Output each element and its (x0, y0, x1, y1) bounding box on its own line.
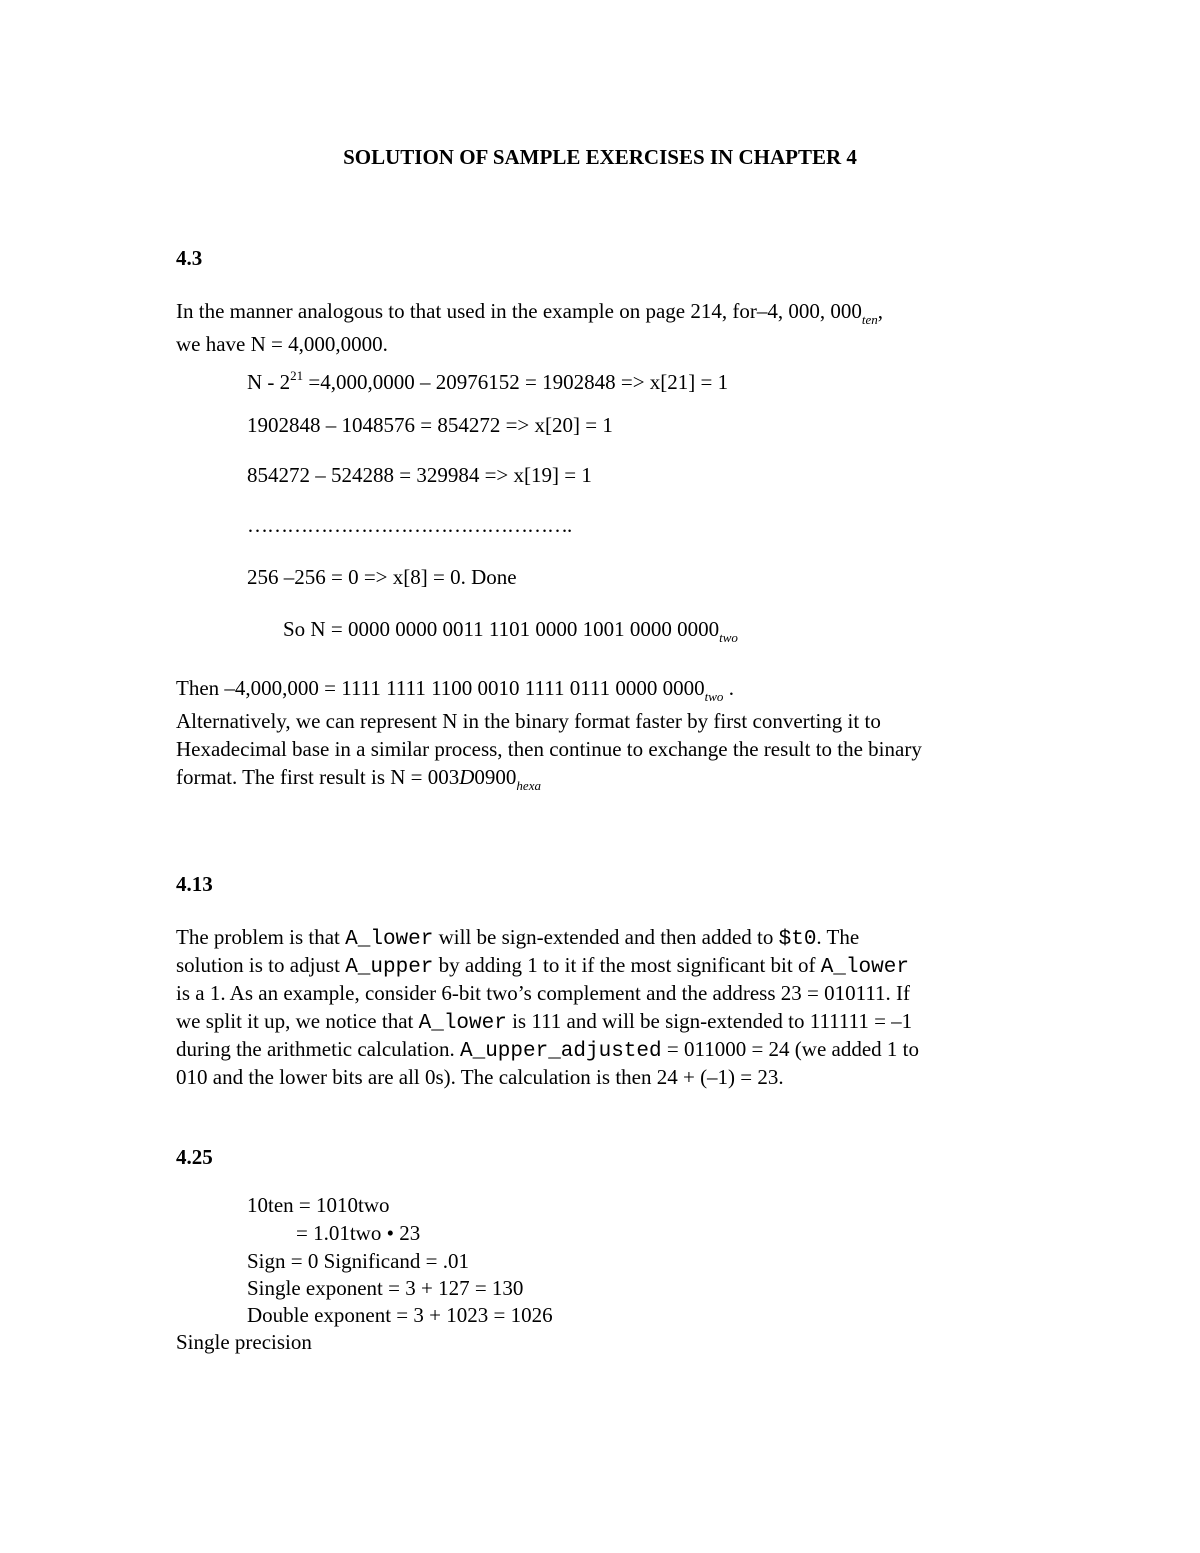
s413-l2-text-a: solution is to adjust (176, 953, 346, 977)
s413-line-2 (176, 951, 909, 982)
s413-l1-text-c: . The (816, 925, 860, 949)
s43-so-n-text: So N = 0000 0000 0011 1101 0000 1001 0000 0000 (283, 617, 720, 641)
s43-step-1-exponent: 21 (290, 368, 304, 383)
s43-alt-3-d: D (459, 765, 475, 789)
s43-step-1-rest: =4,000,0000 – 20976152 = 1902848 => x[21] = 1 (303, 370, 729, 394)
s43-step-1 (247, 362, 728, 396)
s413-l2-text-b: by adding 1 to it if the most significant bit of (433, 953, 821, 977)
s43-alt-3-rest: 0900 (474, 765, 517, 789)
s43-step-2: 1902848 – 1048576 = 854272 => x[20] = 1 (247, 413, 613, 437)
s425-line-4: Single exponent = 3 + 127 = 130 (247, 1276, 524, 1300)
s413-l4-text-a: we split it up, we notice that (176, 1009, 419, 1033)
s43-intro-text: In the manner analogous to that used in the example on page 214, for–4, 000, 000 (176, 299, 862, 323)
s425-line-5: Double exponent = 3 + 1023 = 1026 (247, 1303, 553, 1327)
s413-l1-code-t0: $t0 (778, 928, 817, 951)
s43-so-n (283, 615, 738, 652)
s43-alt-line-1: Alternatively, we can represent N in the binary format faster by first converting it to (176, 709, 881, 733)
s43-then-subscript: two (704, 689, 724, 704)
s425-line-1: 10ten = 1010two (247, 1193, 390, 1217)
s43-alt-line-2: Hexadecimal base in a similar process, then continue to exchange the result to the binary (176, 737, 922, 761)
page-title: SOLUTION OF SAMPLE EXERCISES IN CHAPTER 4 (343, 145, 857, 169)
s43-so-n-subscript: two (719, 630, 738, 645)
s413-l5-text-a: during the arithmetic calculation. (176, 1037, 460, 1061)
s43-ellipsis: …………………………………………. (247, 513, 572, 537)
s413-l2-code-a-upper: A_upper (345, 956, 434, 979)
s413-l4-code-a-lower: A_lower (418, 1012, 507, 1035)
s43-alt-line-3 (176, 763, 541, 800)
s43-then-end: . (723, 676, 734, 700)
s425-line-3: Sign = 0 Significand = .01 (247, 1249, 470, 1273)
s43-intro-subscript: ten (861, 312, 878, 327)
s413-line-4 (176, 1007, 912, 1038)
s413-l5-text-b: = 011000 = 24 (we added 1 to (661, 1037, 919, 1061)
section-heading-4-13: 4.13 (176, 872, 213, 896)
s43-step-1-base: N - 2 (247, 370, 291, 394)
s425-line-2: = 1.01two • 23 (296, 1221, 421, 1245)
s425-line-6: Single precision (176, 1330, 312, 1354)
s413-l2-code-a-lower: A_lower (820, 956, 909, 979)
s413-l5-code-a-upper-adjusted: A_upper_adjusted (459, 1040, 662, 1063)
s43-then-text: Then –4,000,000 = 1111 1111 1100 0010 1111 0111 0000 0000 (176, 676, 705, 700)
section-heading-4-3: 4.3 (176, 246, 203, 270)
s43-intro-line-1 (176, 297, 883, 334)
s43-step-3: 854272 – 524288 = 329984 => x[19] = 1 (247, 463, 592, 487)
s413-l1-code-a-lower: A_lower (345, 928, 434, 951)
s43-then (176, 674, 734, 711)
section-heading-4-25: 4.25 (176, 1145, 213, 1169)
s413-line-1 (176, 923, 859, 954)
s413-l1-text-b: will be sign-extended and then added to (433, 925, 779, 949)
s43-alt-3-text: format. The first result is N = 003 (176, 765, 460, 789)
s413-line-6: 010 and the lower bits are all 0s). The calculation is then 24 + (–1) = 23. (176, 1065, 784, 1089)
s413-line-3: is a 1. As an example, consider 6-bit two’s complement and the address 23 = 010111. If (176, 981, 911, 1005)
s413-l4-text-b: is 111 and will be sign-extended to 111111 = –1 (506, 1009, 913, 1033)
s43-intro-comma: , (877, 299, 883, 323)
s43-alt-3-subscript: hexa (516, 778, 541, 793)
s43-step-4: 256 –256 = 0 => x[8] = 0. Done (247, 565, 517, 589)
s413-line-5 (176, 1035, 919, 1066)
s413-l1-text-a: The problem is that (176, 925, 346, 949)
s43-intro-line-2: we have N = 4,000,0000. (176, 332, 388, 356)
